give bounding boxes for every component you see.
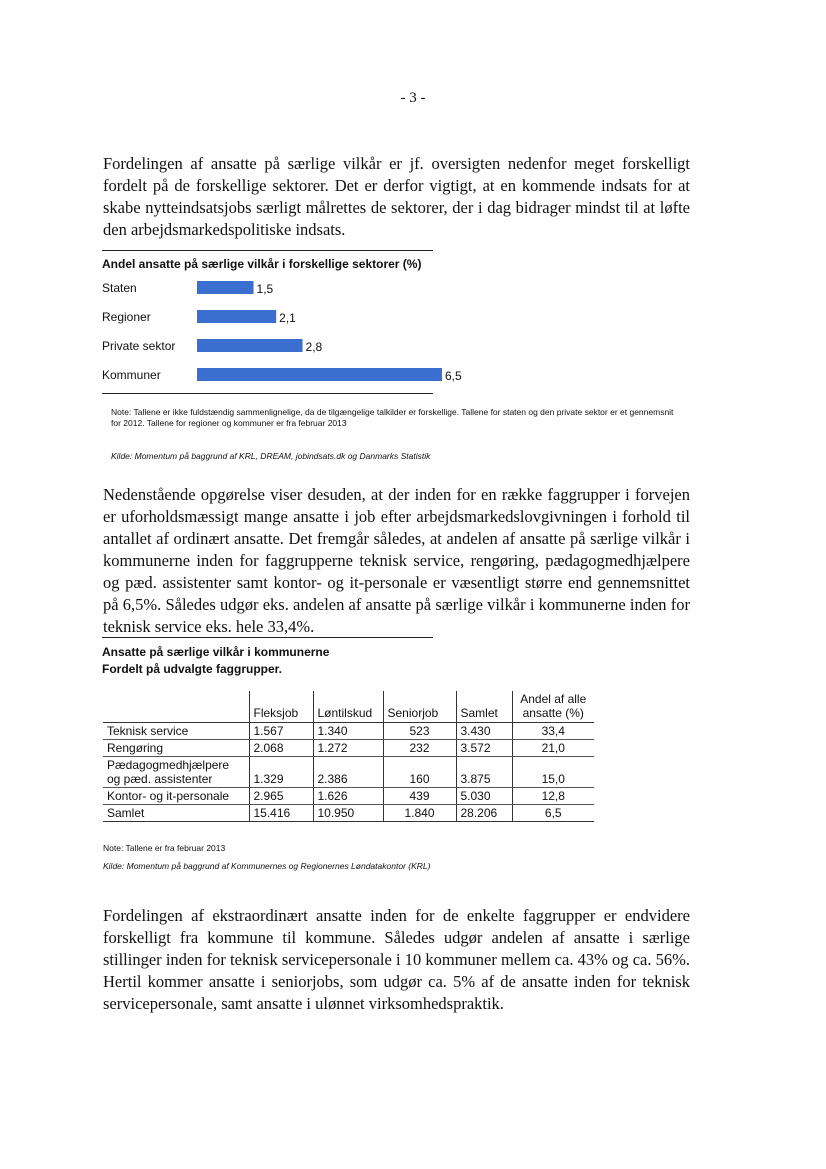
paragraph-intro: Fordelingen af ansatte på særlige vilkår er jf. oversigten nedenfor meget forskelligt fordelt på de forskellige sektorer. Det er derfor vigtigt, at en kommende indsats for at skabe nytteindsatsjobs særligt målrettes de sektorer, der i dag bidrager mindst til at løfte den arbejdsmarkedspolitiske indsats.: [103, 154, 690, 239]
paragraph-distribution: Fordelingen af ekstraordinært ansatte inden for de enkelte faggrupper er endvidere forskelligt fra kommune til kommune. Således udgør andelen af ansatte i særlige stillinger inden for teknisk servicepersonale i 10 kommuner mellem ca. 43% og ca. 56%. Hertil kommer ansatte i seniorjobs, som udgør ca. 5% af de ansatte inden for teknisk servicepersonale, samt ansatte i ulønnet virksomhedspraktik.: [103, 906, 690, 1013]
table-cell: 10.950: [313, 805, 383, 822]
paragraph-analysis: Nedenstående opgørelse viser desuden, at der inden for en række faggrupper i forvejen er uforholdsmæssigt mange ansatte i job efter arbejdsmarkedslovgivningen i forhold til antallet af ordinært ansatte. Det fremgår således, at andelen af ansatte på særlige vilkår i kommunerne inden for faggrupperne teknisk service, rengøring, pædagogmedhjælpere og pæd. assistenter samt kontor- og it-personale er væsentligt større end gennemsnittet på 6,5%. Således udgør eks. andelen af ansatte på særlige vilkår i kommunerne inden for teknisk service eks. hele 33,4%.: [103, 485, 690, 636]
table-cell: 439: [383, 788, 456, 805]
chart-value-label: 2,1: [279, 311, 296, 325]
table-cell: 28.206: [456, 805, 512, 822]
table-cell: 1.567: [249, 723, 313, 740]
chart-value-label: 2,8: [305, 340, 323, 354]
chart-value-label: 1,5: [256, 282, 274, 296]
table-row: [103, 740, 594, 757]
table-cell: 3.875: [456, 757, 512, 788]
table-cell: 12,8: [512, 788, 594, 805]
table-source: Kilde: Momentum på baggrund af Kommunernes og Regionernes Løndatakontor (KRL): [103, 861, 431, 871]
table-cell: 1.272: [313, 740, 383, 757]
table-cell: 232: [383, 740, 456, 757]
table-top-rule: [102, 637, 433, 638]
table-cell: 160: [383, 757, 456, 788]
chart-source: Kilde: Momentum på baggrund af KRL, DREAM, jobindsats.dk og Danmarks Statistik: [111, 451, 431, 461]
table-header-andel: Andel af alle ansatte (%): [512, 691, 594, 723]
table-cell: 1.329: [249, 757, 313, 788]
table-cell: 15,0: [512, 757, 594, 788]
chart-bar: [197, 339, 303, 352]
table-note: Note: Tallene er fra februar 2013: [103, 843, 226, 853]
table-cell: 15.416: [249, 805, 313, 822]
table-cell: 33,4: [512, 723, 594, 740]
table-cell-group: Rengøring: [103, 740, 249, 757]
chart-category-label: Staten: [102, 281, 137, 295]
chart-category-label: Private sektor: [102, 339, 176, 353]
table-header-samlet: Samlet: [456, 691, 512, 723]
faggrupper-table: [103, 691, 594, 822]
table-title-line2: Fordelt på udvalgte faggrupper.: [102, 662, 283, 676]
chart-top-rule: [102, 250, 433, 251]
table-cell-group: Teknisk service: [103, 723, 249, 740]
table-cell: 6,5: [512, 805, 594, 822]
table-title: [102, 644, 329, 678]
table-total-row: [103, 805, 594, 822]
chart-title: Andel ansatte på særlige vilkår i forskellige sektorer (%): [102, 257, 422, 271]
chart-bottom-rule: [102, 393, 433, 394]
page-number: - 3 -: [400, 90, 426, 106]
chart-category-label: Kommuner: [102, 368, 161, 382]
table-header-row: [103, 691, 594, 723]
chart-bar: [197, 368, 442, 381]
table-row: [103, 723, 594, 740]
table-cell: 3.572: [456, 740, 512, 757]
table-cell: 1.840: [383, 805, 456, 822]
chart-bar: [197, 310, 276, 323]
table-header-blank: [103, 691, 249, 723]
table-cell-group: Samlet: [103, 805, 249, 822]
table-title-line1: Ansatte på særlige vilkår i kommunerne: [102, 645, 330, 659]
chart-value-label: 6,5: [445, 369, 462, 383]
table-cell-group: Pædagogmedhjælpere og pæd. assistenter: [103, 757, 249, 788]
chart-category-label: Regioner: [102, 310, 151, 324]
table-cell: 1.340: [313, 723, 383, 740]
table-header-seniorjob: Seniorjob: [383, 691, 456, 723]
table-cell: 2.386: [313, 757, 383, 788]
table-header-fleksjob: Fleksjob: [249, 691, 313, 723]
chart-note: Note: Tallene er ikke fuldstændig sammenlignelige, da de tilgængelige talkilder er forskellige. Tallene for staten og den private sektor er et gennemsnit for 2012. Tallene for regioner og kommuner er fra februar 2013: [111, 407, 674, 428]
table-cell: 21,0: [512, 740, 594, 757]
table-cell: 2.068: [249, 740, 313, 757]
table-cell: 1.626: [313, 788, 383, 805]
table-row: [103, 757, 594, 788]
table-cell: 3.430: [456, 723, 512, 740]
table-cell: 5.030: [456, 788, 512, 805]
table-row: [103, 788, 594, 805]
table-cell-group: Kontor- og it-personale: [103, 788, 249, 805]
table-header-lontilskud: Løntilskud: [313, 691, 383, 723]
sector-bar-chart: [102, 276, 522, 396]
chart-bar: [197, 281, 254, 294]
table-cell: 2.965: [249, 788, 313, 805]
table-cell: 523: [383, 723, 456, 740]
